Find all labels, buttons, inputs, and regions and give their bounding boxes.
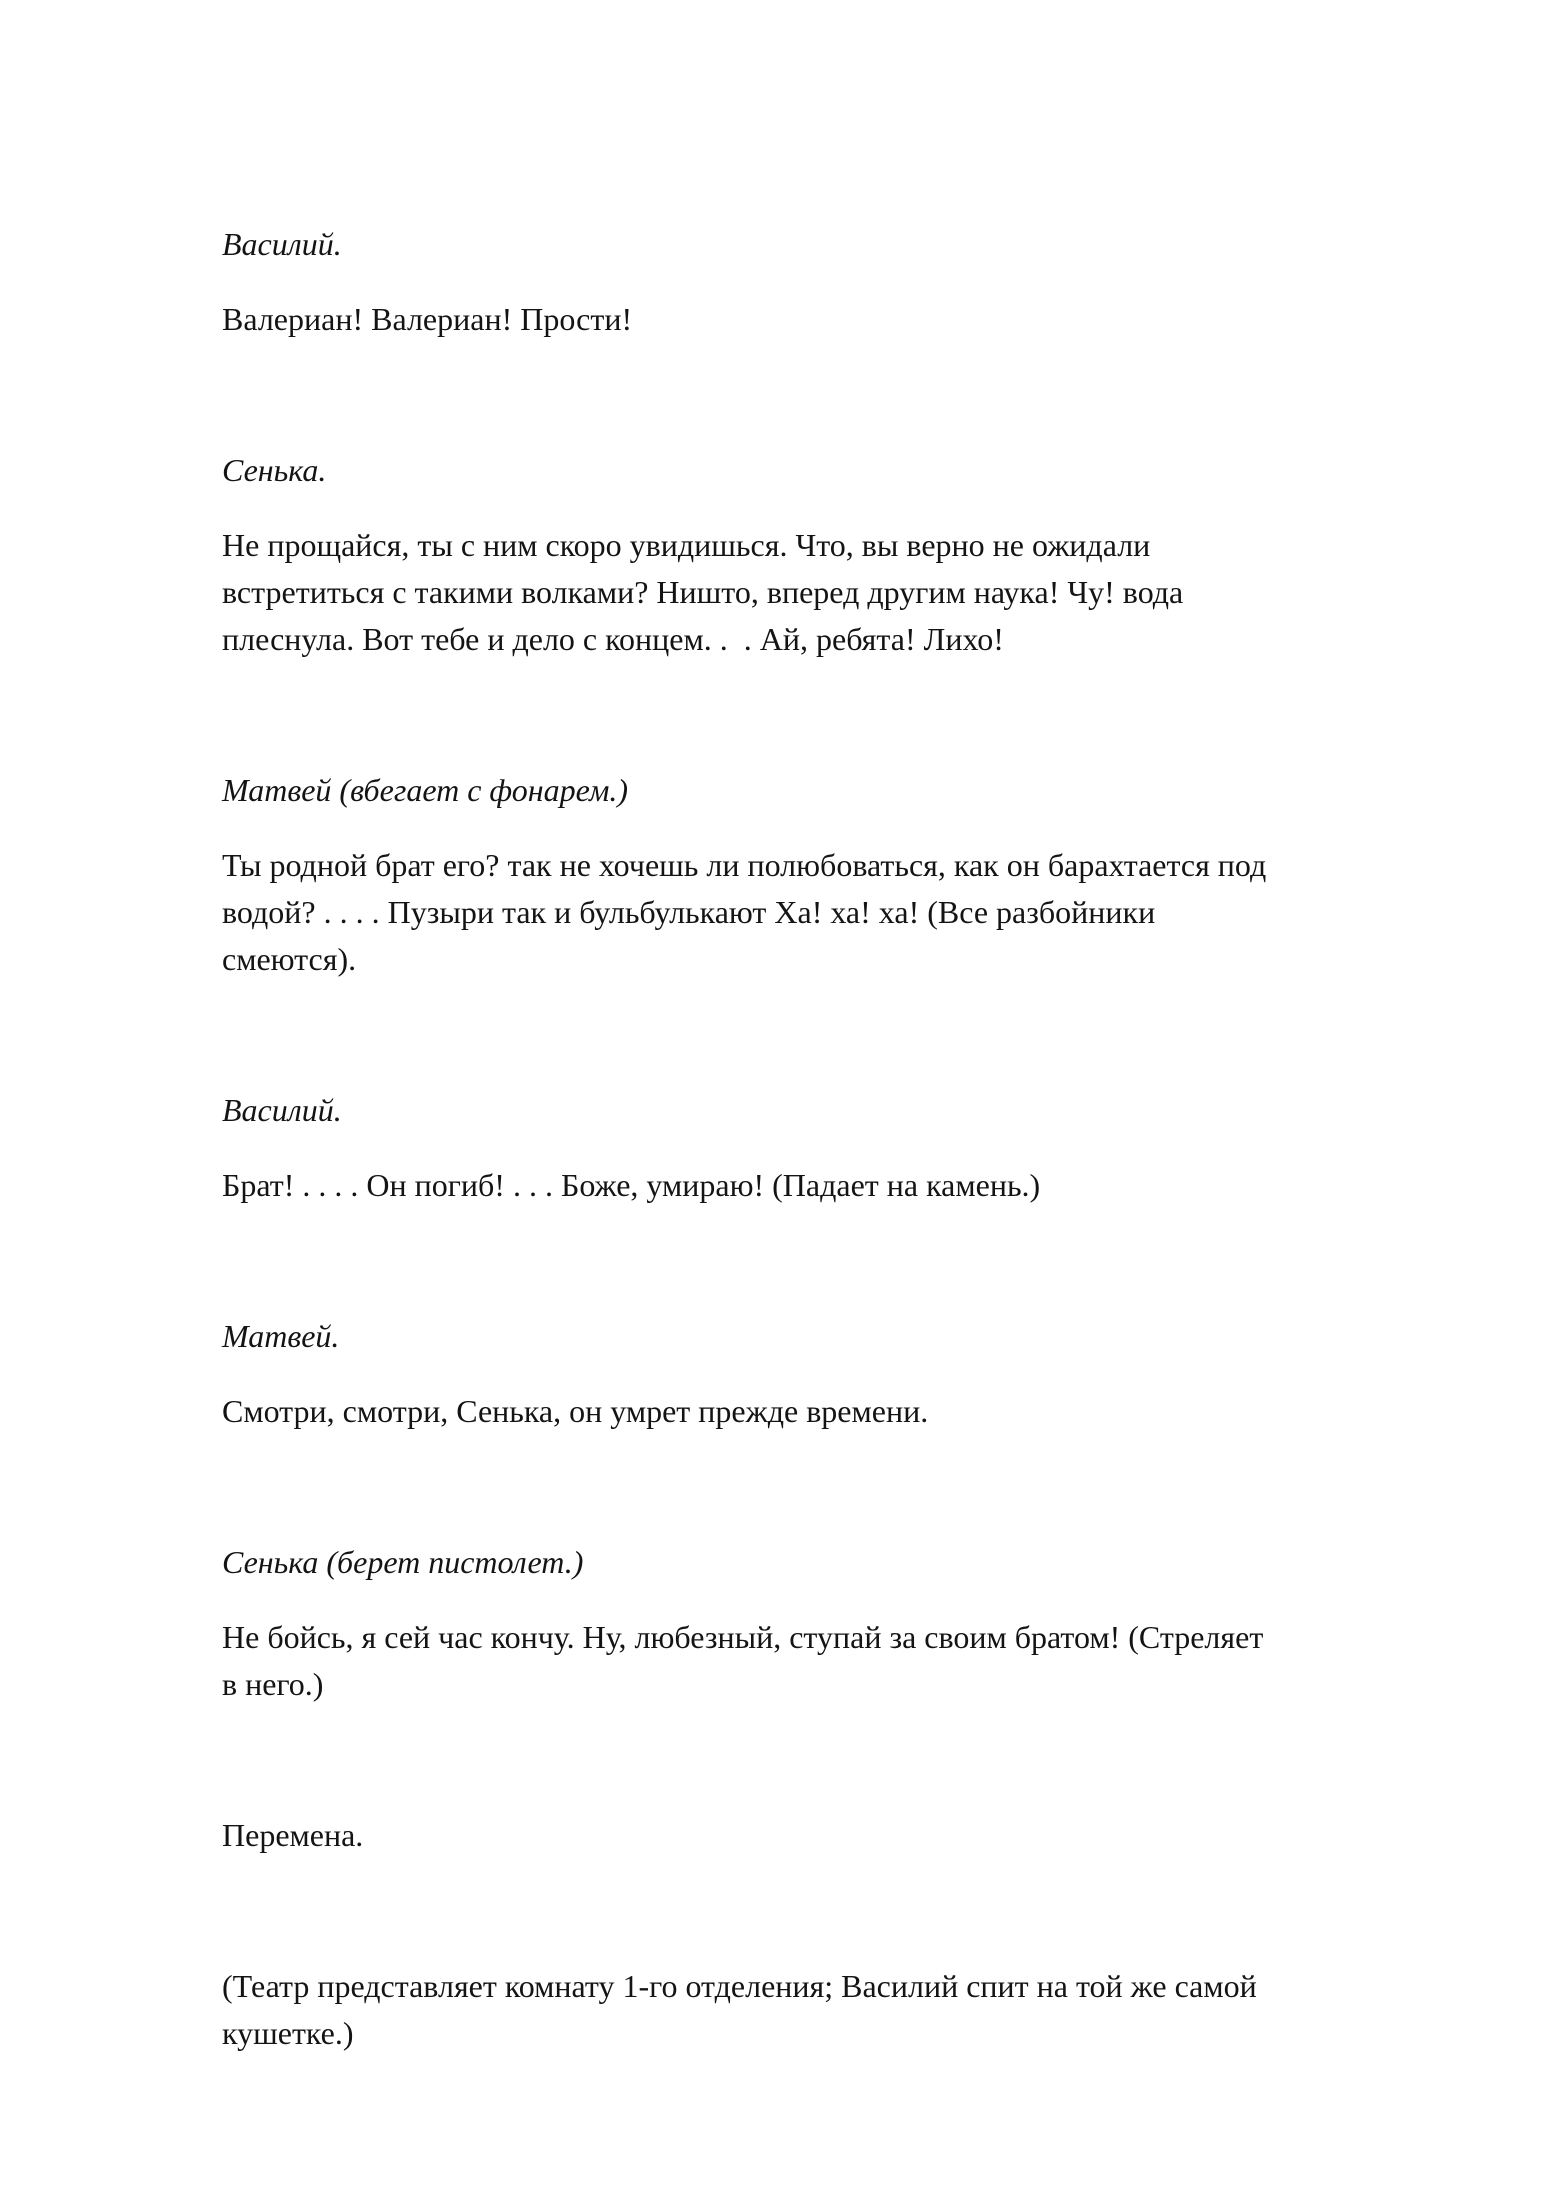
text-line: кушетке.) [222, 2015, 354, 2051]
text-line: Брат! . . . . Он погиб! . . . Боже, умираю! (Падает на камень.) [222, 1167, 1041, 1203]
dialogue-paragraph [222, 296, 1495, 343]
dialogue-paragraph [222, 522, 1495, 663]
speaker-heading [222, 1539, 1495, 1586]
text-line: встретиться с такими волками? Ништо, вперед другим наука! Чу! вода [222, 574, 1184, 610]
dialogue-paragraph [222, 842, 1495, 983]
text-line: в него.) [222, 1666, 324, 1702]
text-line: Перемена. [222, 1817, 364, 1853]
text-line: (Театр представляет комнату 1-го отделения; Василий спит на той же самой [222, 1968, 1257, 2004]
speaker-heading [222, 767, 1495, 814]
text-line: Василий. [222, 1092, 342, 1128]
dialogue-paragraph [222, 1162, 1495, 1209]
dialogue-paragraph [222, 1388, 1495, 1435]
text-line: водой? . . . . Пузыри так и бульбулькают Ха! ха! ха! (Все разбойники [222, 894, 1156, 930]
text-line: Василий. [222, 226, 342, 262]
speaker-heading [222, 1087, 1495, 1134]
text-line: Не бойсь, я сей час кончу. Ну, любезный, ступай за своим братом! (Стреляет [222, 1619, 1264, 1655]
text-line: Смотри, смотри, Сенька, он умрет прежде времени. [222, 1393, 929, 1429]
text-line: Сенька (берет пистолет.) [222, 1544, 584, 1580]
text-line: Валериан! Валериан! Прости! [222, 301, 633, 337]
text-line: плеснула. Вот тебе и дело с концем. . . Ай, ребята! Лихо! [222, 621, 1004, 657]
text-line: смеются). [222, 941, 357, 977]
speaker-heading [222, 1313, 1495, 1360]
text-line: Сенька. [222, 452, 327, 488]
speaker-heading [222, 447, 1495, 494]
stage-direction [222, 1963, 1495, 2057]
scene-transition [222, 1812, 1495, 1859]
text-line: Не прощайся, ты с ним скоро увидишься. Что, вы верно не ожидали [222, 527, 1151, 563]
text-line: Матвей. [222, 1318, 340, 1354]
dialogue-paragraph [222, 1614, 1495, 1708]
text-line: Матвей (вбегает с фонарем.) [222, 772, 629, 808]
speaker-heading [222, 221, 1495, 268]
text-line: Ты родной брат его? так не хочешь ли полюбоваться, как он барахтается под [222, 847, 1267, 883]
